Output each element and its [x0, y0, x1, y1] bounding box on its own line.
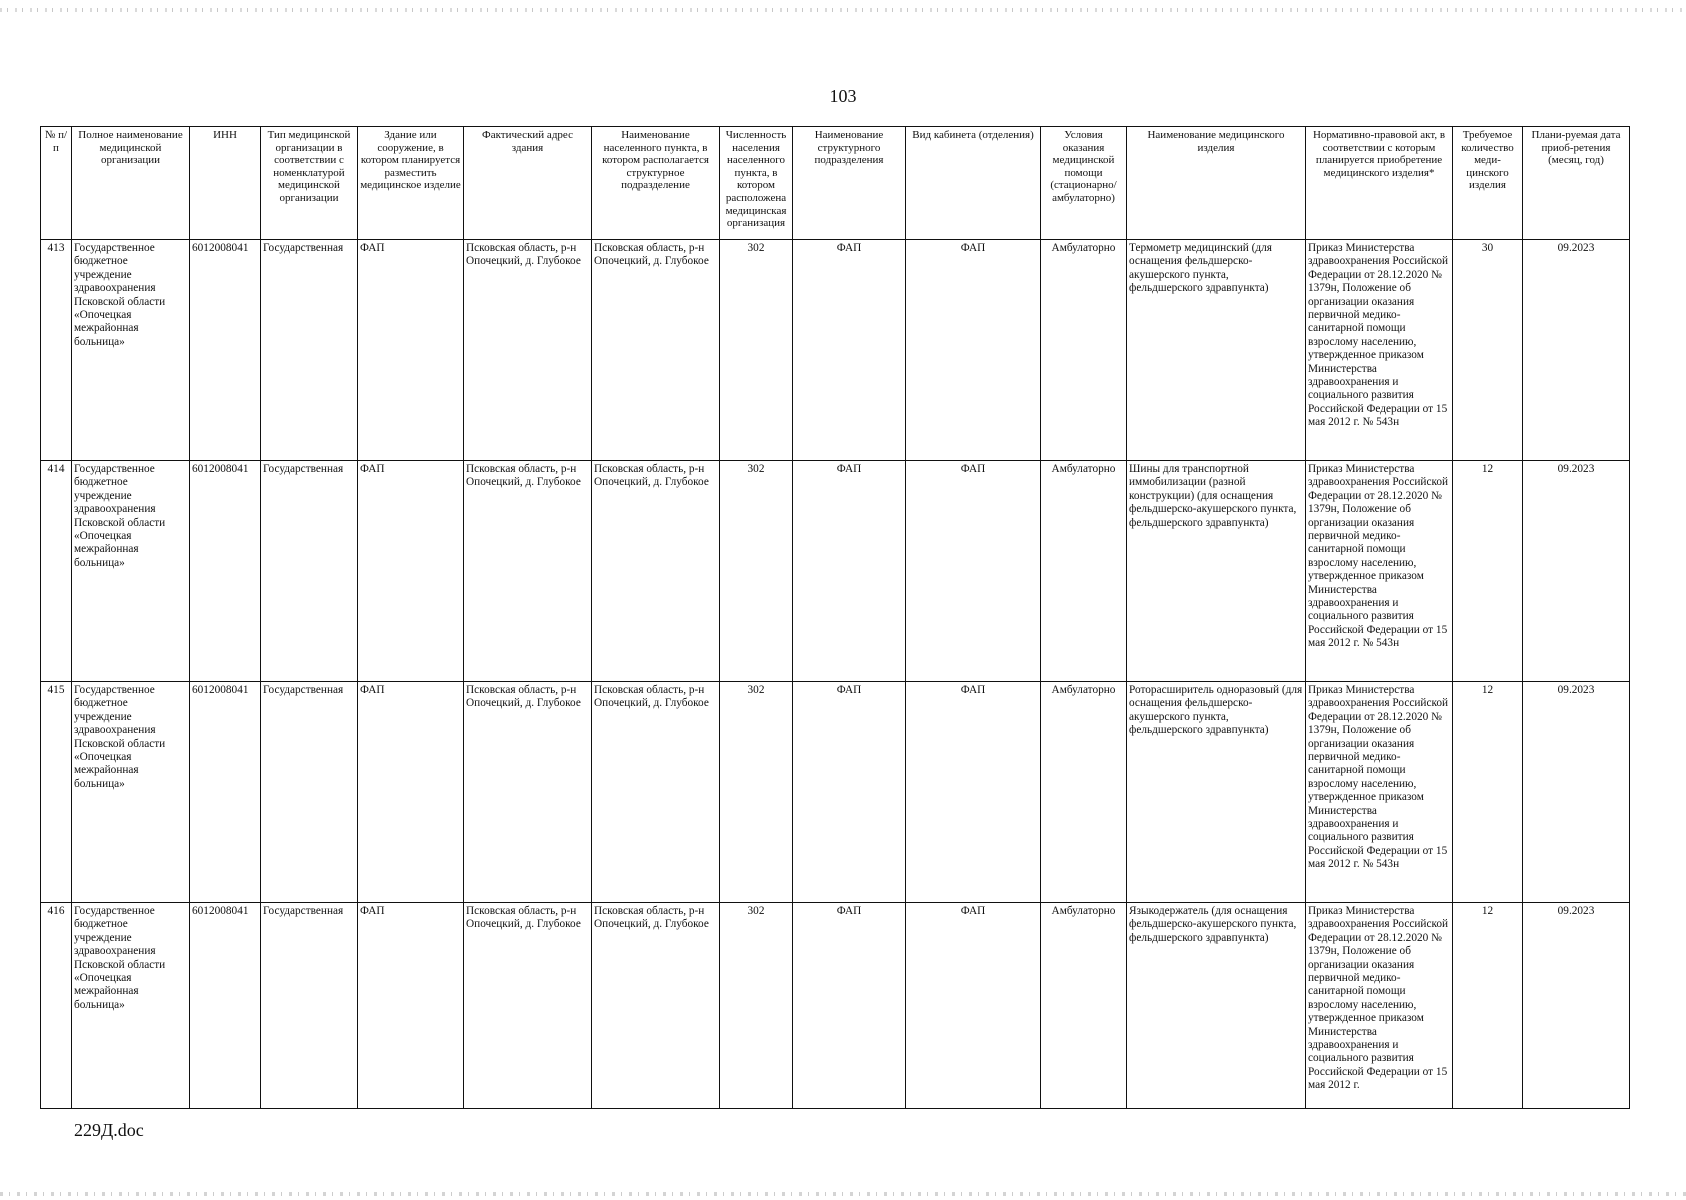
header-inn: ИНН — [190, 127, 261, 240]
table-row — [41, 461, 1630, 682]
cell-act: Приказ Министерства здравоохранения Российской Федерации от 28.12.2020 № 1379н, Положение об организации оказания первичной медико-санитарной помощи взрослому населению, утвержденное приказом Министерства здравоохранения и социального развития Российской Федерации от 15 мая 2012 г. № 543н — [1306, 240, 1453, 461]
cell-type: Государственная — [261, 903, 358, 1109]
cell-num: 414 — [41, 461, 72, 682]
cell-num: 416 — [41, 903, 72, 1109]
cell-act: Приказ Министерства здравоохранения Российской Федерации от 28.12.2020 № 1379н, Положение об организации оказания первичной медико-санитарной помощи взрослому населению, утвержденное приказом Министерства здравоохранения и социального развития Российской Федерации от 15 мая 2012 г. № 543н — [1306, 461, 1453, 682]
cell-device: Языкодержатель (для оснащения фельдшерско-акушерского пункта, фельдшерского здравпункта) — [1127, 903, 1306, 1109]
cell-locality: Псковская область, р-н Опочецкий, д. Глубокое — [592, 461, 720, 682]
cell-device: Шины для транспортной иммобилизации (разной конструкции) (для оснащения фельдшерско-акушерского пункта, фельдшерского здравпункта) — [1127, 461, 1306, 682]
table-header-row — [41, 127, 1630, 240]
scan-edge-bottom — [0, 1192, 1686, 1196]
cell-inn: 6012008041 — [190, 240, 261, 461]
cell-device: Роторасширитель одноразовый (для оснащения фельдшерско-акушерского пункта, фельдшерского здравпункта) — [1127, 682, 1306, 903]
cell-quantity: 12 — [1453, 903, 1523, 1109]
cell-org: Государственное бюджетное учреждение здравоохранения Псковской области «Опочецкая межрайонная больница» — [72, 461, 190, 682]
header-cabinet: Вид кабинета (отделения) — [906, 127, 1041, 240]
cell-address: Псковская область, р-н Опочецкий, д. Глубокое — [464, 240, 592, 461]
cell-device: Термометр медицинский (для оснащения фельдшерско-акушерского пункта, фельдшерского здравпункта) — [1127, 240, 1306, 461]
header-device: Наименование медицинского изделия — [1127, 127, 1306, 240]
cell-conditions: Амбулаторно — [1041, 240, 1127, 461]
cell-building: ФАП — [358, 240, 464, 461]
header-act: Нормативно-правовой акт, в соответствии с которым планируется приобретение медицинского изделия* — [1306, 127, 1453, 240]
cell-quantity: 12 — [1453, 682, 1523, 903]
cell-conditions: Амбулаторно — [1041, 682, 1127, 903]
header-building: Здание или сооружение, в котором планируется разместить медицинское изделие — [358, 127, 464, 240]
cell-act: Приказ Министерства здравоохранения Российской Федерации от 28.12.2020 № 1379н, Положение об организации оказания первичной медико-санитарной помощи взрослому населению, утвержденное приказом Министерства здравоохранения и социального развития Российской Федерации от 15 мая 2012 г. — [1306, 903, 1453, 1109]
cell-conditions: Амбулаторно — [1041, 461, 1127, 682]
cell-quantity: 12 — [1453, 461, 1523, 682]
cell-unit: ФАП — [793, 682, 906, 903]
page-number: 103 — [829, 86, 857, 106]
cell-building: ФАП — [358, 682, 464, 903]
cell-type: Государственная — [261, 682, 358, 903]
cell-unit: ФАП — [793, 240, 906, 461]
cell-date: 09.2023 — [1523, 461, 1630, 682]
header-unit: Наименование структурного подразделения — [793, 127, 906, 240]
cell-date: 09.2023 — [1523, 682, 1630, 903]
cell-locality: Псковская область, р-н Опочецкий, д. Глубокое — [592, 682, 720, 903]
cell-conditions: Амбулаторно — [1041, 903, 1127, 1109]
header-org: Полное наименование медицинской организации — [72, 127, 190, 240]
cell-building: ФАП — [358, 461, 464, 682]
cell-org: Государственное бюджетное учреждение здравоохранения Псковской области «Опочецкая межрайонная больница» — [72, 682, 190, 903]
cell-cabinet: ФАП — [906, 903, 1041, 1109]
table-row — [41, 240, 1630, 461]
equipment-table — [40, 126, 1630, 1109]
header-conditions: Условия оказания медицинской помощи (стационарно/ амбулаторно) — [1041, 127, 1127, 240]
cell-type: Государственная — [261, 461, 358, 682]
cell-address: Псковская область, р-н Опочецкий, д. Глубокое — [464, 682, 592, 903]
cell-type: Государственная — [261, 240, 358, 461]
scan-edge-top — [0, 8, 1686, 12]
cell-unit: ФАП — [793, 461, 906, 682]
header-num: № п/п — [41, 127, 72, 240]
cell-org: Государственное бюджетное учреждение здравоохранения Псковской области «Опочецкая межрайонная больница» — [72, 903, 190, 1109]
header-type: Тип медицинской организации в соответствии с номенклатурой медицинской организации — [261, 127, 358, 240]
cell-quantity: 30 — [1453, 240, 1523, 461]
cell-building: ФАП — [358, 903, 464, 1109]
cell-inn: 6012008041 — [190, 682, 261, 903]
cell-cabinet: ФАП — [906, 240, 1041, 461]
footer-file-name: 229Д.doc — [74, 1120, 144, 1140]
cell-address: Псковская область, р-н Опочецкий, д. Глубокое — [464, 903, 592, 1109]
cell-population: 302 — [720, 461, 793, 682]
cell-population: 302 — [720, 903, 793, 1109]
cell-locality: Псковская область, р-н Опочецкий, д. Глубокое — [592, 903, 720, 1109]
cell-date: 09.2023 — [1523, 240, 1630, 461]
cell-num: 413 — [41, 240, 72, 461]
cell-address: Псковская область, р-н Опочецкий, д. Глубокое — [464, 461, 592, 682]
cell-population: 302 — [720, 682, 793, 903]
cell-num: 415 — [41, 682, 72, 903]
table-row — [41, 903, 1630, 1109]
cell-locality: Псковская область, р-н Опочецкий, д. Глубокое — [592, 240, 720, 461]
cell-population: 302 — [720, 240, 793, 461]
cell-org: Государственное бюджетное учреждение здравоохранения Псковской области «Опочецкая межрайонная больница» — [72, 240, 190, 461]
cell-cabinet: ФАП — [906, 461, 1041, 682]
cell-inn: 6012008041 — [190, 461, 261, 682]
header-locality: Наименование населенного пункта, в котором располагается структурное подразделение — [592, 127, 720, 240]
header-address: Фактический адрес здания — [464, 127, 592, 240]
cell-inn: 6012008041 — [190, 903, 261, 1109]
cell-date: 09.2023 — [1523, 903, 1630, 1109]
table-row — [41, 682, 1630, 903]
header-population: Численность населения населенного пункта, в котором расположена медицинская организация — [720, 127, 793, 240]
header-quantity: Требуемое количество меди-цинского изделия — [1453, 127, 1523, 240]
header-date: Плани-руемая дата приоб-ретения (месяц, год) — [1523, 127, 1630, 240]
cell-cabinet: ФАП — [906, 682, 1041, 903]
cell-unit: ФАП — [793, 903, 906, 1109]
cell-act: Приказ Министерства здравоохранения Российской Федерации от 28.12.2020 № 1379н, Положение об организации оказания первичной медико-санитарной помощи взрослому населению, утвержденное приказом Министерства здравоохранения и социального развития Российской Федерации от 15 мая 2012 г. № 543н — [1306, 682, 1453, 903]
